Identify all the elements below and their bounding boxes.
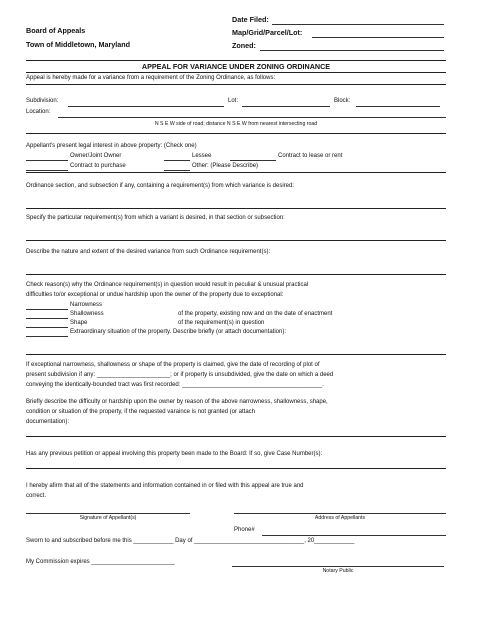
shape-option: Shape [70,320,88,326]
shallowness-description: of the property, existing now and on the date of enactment [178,311,333,317]
intro-text: Appeal is hereby made for a variance from a requirement of the Zoning Ordinance, as follows: [26,75,276,81]
lessee-option: Lessee [192,153,212,159]
subdivision-field[interactable] [68,106,224,107]
affirmation-line-2: correct. [26,493,47,499]
purchase-option: Contract to purchase [70,163,126,169]
title-bottom-rule [26,72,446,73]
hardship-line-1: Check reason(s) why the Ordinance requirement(s) in question would result in peculiar & unusual practical [26,282,309,288]
date-filed-label: Date Filed: [232,15,269,24]
difficulty-line-2: condition or situation of the property, if the requested varaince is not granted (or attach [26,409,256,415]
recording-line-3: conveying the identically-bounded tract was first recorded: __________________________________________. [26,382,324,388]
specify-requirement-question: Specify the particular requirement(s) from which a variant is desired, in that section or subsection: [26,215,285,221]
notary-signature-line[interactable] [232,566,444,567]
describe-variance-answer-line[interactable] [26,274,446,275]
subdivision-label: Subdivision: [26,98,59,104]
hardship-line-2: difficulties to/or exceptional or undue hardship upon the owner of the property due to exceptional: [26,292,284,298]
difficulty-answer-line[interactable] [26,436,446,437]
lot-field[interactable] [242,106,330,107]
specify-requirement-answer-line[interactable] [26,240,446,241]
extraordinary-checkline[interactable] [26,336,68,337]
map-field[interactable] [312,37,444,38]
location-field[interactable] [58,117,446,118]
owner-checkline[interactable] [26,160,68,161]
lot-label: Lot: [228,98,239,104]
narrowness-option: Narrowness [70,302,103,308]
affirmation-line-1: I hereby afirm that all of the statements and information contained in or filed with this appeal are true and [26,483,304,489]
interest-question: Appellant's present legal interest in above property: (Check one) [26,143,197,149]
shallowness-checkline[interactable] [26,318,68,319]
previous-petition-question: Has any previous petition or appeal involving this property been made to the Board: If so, give Case Number(s): [26,451,323,457]
phone-label: Phone# [234,527,255,533]
narrowness-checkline[interactable] [26,309,68,310]
commission-expires-text: My Commission expires _________________________ [26,559,175,565]
phone-field[interactable] [262,535,446,536]
interest-rule [26,172,446,173]
owner-option: Owner/Joint Owner [70,153,122,159]
location-label: Location: [26,109,51,115]
difficulty-line-1: Briefly describe the difficulty or hardship upon the owner by reason of the above narrowness, shallowness, shape, [26,399,328,405]
ordinance-section-question: Ordinance section, and subsection if any, containing a requirement(s) from which variance is desired: [26,183,295,189]
shape-description: of the requirement(s) in question [178,320,265,326]
lease-checkline[interactable] [230,160,276,161]
difficulty-line-3: documentation): [26,419,70,425]
address-line[interactable] [234,513,446,514]
map-label: Map/Grid/Parcel/Lot: [232,28,303,37]
zoned-field[interactable] [260,50,444,51]
extraordinary-option: Extraordinary situation of the property. Describe briefly (or attach documentation): [70,329,286,335]
lease-option: Contract to lease or rent [278,153,343,159]
lessee-checkline[interactable] [164,160,190,161]
title-top-rule [26,60,446,61]
address-label: Address of Appellants [314,515,366,521]
zoned-label: Zoned: [232,41,256,50]
notary-label: Notary Public [322,568,354,574]
location-rule [26,133,446,134]
recording-line-1: If exceptional narrowness, shallowness or shape of the property is claimed, give the date of recording of plot of [26,362,320,368]
block-label: Block: [334,98,351,104]
location-note: N S E W side of road; distance N S E W from nearest intersecting road [154,121,318,127]
other-checkline[interactable] [164,170,190,171]
form-title: APPEAL FOR VARIANCE UNDER ZONING ORDINANCE [141,62,331,71]
signature-line[interactable] [26,513,190,514]
board-name: Board of Appeals [26,26,86,35]
shallowness-option: Shallowness [70,311,104,317]
intro-rule [26,84,446,85]
ordinance-section-answer-line[interactable] [26,208,446,209]
hardship-answer-line[interactable] [26,354,446,355]
signature-label: Signature of Appellant(s) [79,515,137,521]
previous-petition-answer-line[interactable] [26,468,446,469]
purchase-checkline[interactable] [26,170,68,171]
describe-variance-question: Describe the nature and extent of the desired variance from such Ordinance requirement(s): [26,249,271,255]
sworn-text: Sworn to and subscribed before me this ____________ Day of _________________________________, 20____________ [26,538,355,544]
block-field[interactable] [356,106,440,107]
recording-line-2: present subdivision if any: ______________________; or if property is unsubdivided, give the date on which a deed [26,372,334,378]
town-name: Town of Middletown, Maryland [26,40,131,49]
shape-checkline[interactable] [26,327,68,328]
other-option: Other: (Please Describe) [192,163,259,169]
date-filed-field[interactable] [272,24,444,25]
